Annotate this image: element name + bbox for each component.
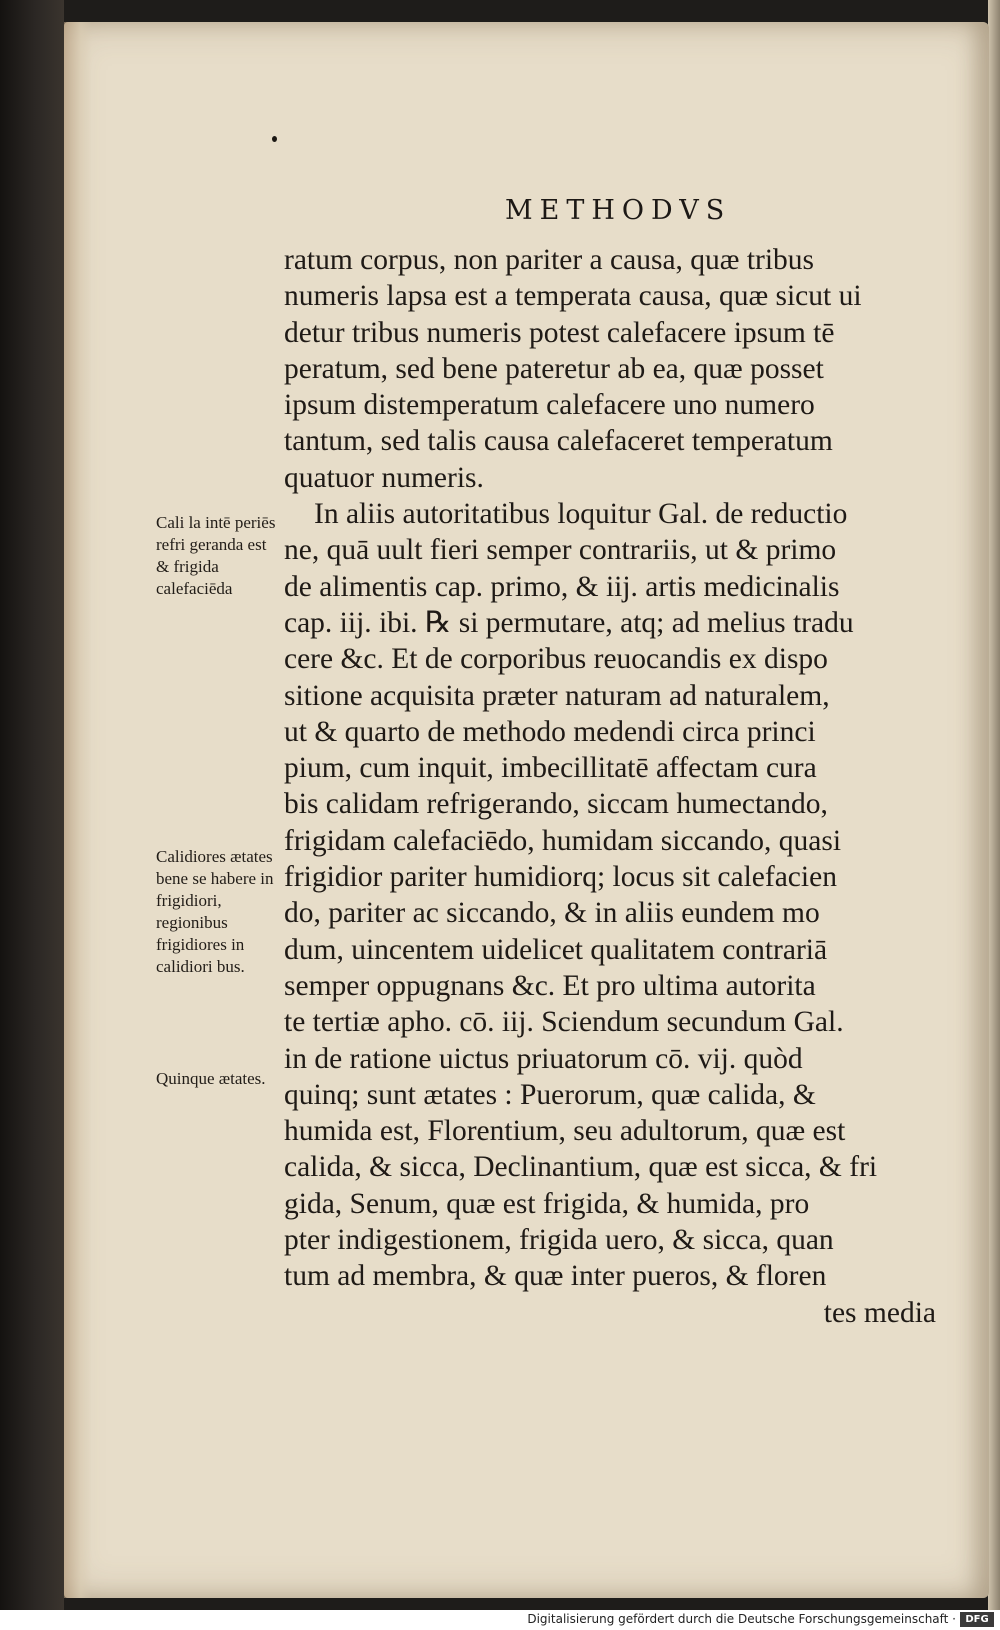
text-line: cere &c. Et de corporibus reuocandis ex dispo <box>284 643 828 676</box>
text-line: in de ratione uictus priuatorum cō. vij. quòd <box>284 1042 803 1075</box>
ink-speck <box>272 136 277 142</box>
page-gutter-shadow <box>64 22 92 1598</box>
text-line: calida, & sicca, Declinantium, quæ est sicca, & fri <box>284 1151 878 1184</box>
text-line: humida est, Florentium, seu adultorum, quæ est <box>284 1115 846 1148</box>
text-line: quinq; sunt ætates : Puerorum, quæ calida, & <box>284 1078 816 1111</box>
text-line: pter indigestionem, frigida uero, & sicca, quan <box>284 1224 834 1257</box>
funding-credit: Digitalisierung gefördert durch die Deutsche Forschungsgemeinschaft · <box>527 1612 956 1626</box>
text-line: frigidam calefaciēdo, humidam siccando, quasi <box>284 824 842 857</box>
text-line: do, pariter ac siccando, & in aliis eundem mo <box>284 897 820 930</box>
text-line: quatuor numeris. <box>284 461 484 494</box>
text-line: dum, uincentem uidelicet qualitatem contrariā <box>284 933 828 966</box>
text-line: numeris lapsa est a temperata causa, quæ sicut ui <box>284 280 862 313</box>
text-line: sitione acquisita præter naturam ad naturalem, <box>284 679 830 712</box>
margin-note-1: Cali la intē periēs refri geranda est & frigida calefaciēda <box>156 513 276 598</box>
text-line: semper oppugnans &c. Et pro ultima autorita <box>284 969 816 1002</box>
text-line: detur tribus numeris potest calefacere ipsum tē <box>284 316 835 349</box>
book-spine <box>0 0 64 1610</box>
text-line: de alimentis cap. primo, & iij. artis medicinalis <box>284 570 840 603</box>
dfg-logo: DFG <box>960 1612 994 1627</box>
running-head: METHODVS <box>505 195 732 226</box>
text-line: ne, quā uult fieri semper contrariis, ut & primo <box>284 534 837 567</box>
text-line: ratum corpus, non pariter a causa, quæ tribus <box>284 244 815 276</box>
text-line: gida, Senum, quæ est frigida, & humida, pro <box>284 1187 810 1220</box>
text-line: pium, cum inquit, imbecillitatē affectam cura <box>284 752 817 785</box>
text-line: ipsum distemperatum calefacere uno numero <box>284 389 815 422</box>
text-line-paragraph-start: In aliis autoritatibus loquitur Gal. de reductio <box>314 498 848 531</box>
text-line: peratum, sed bene pateretur ab ea, quæ posset <box>284 352 824 385</box>
margin-note-3: Quinque ætates. <box>156 1069 266 1088</box>
margin-note-2: Calidiores ætates bene se habere in frigidiori, regionibus frigidiores in calidiori bus. <box>156 847 274 976</box>
text-line: te tertiæ apho. cō. iij. Sciendum secundum Gal. <box>284 1006 844 1039</box>
page-fore-edge <box>988 0 1000 1610</box>
text-line: cap. iij. ibi. ℞ si permutare, atq; ad melius tradu <box>284 606 854 639</box>
text-line: ut & quarto de methodo medendi circa princi <box>284 715 816 748</box>
text-line: frigidior pariter humidiorq; locus sit calefacien <box>284 861 837 894</box>
text-line: tum ad membra, & quæ inter pueros, & floren <box>284 1260 827 1293</box>
text-line: tantum, sed talis causa calefaceret temperatum <box>284 425 833 458</box>
text-line: bis calidam refrigerando, siccam humectando, <box>284 788 828 821</box>
main-text-block <box>284 242 944 1331</box>
digitization-footer <box>0 1610 1000 1630</box>
catchword: tes media <box>823 1296 936 1329</box>
